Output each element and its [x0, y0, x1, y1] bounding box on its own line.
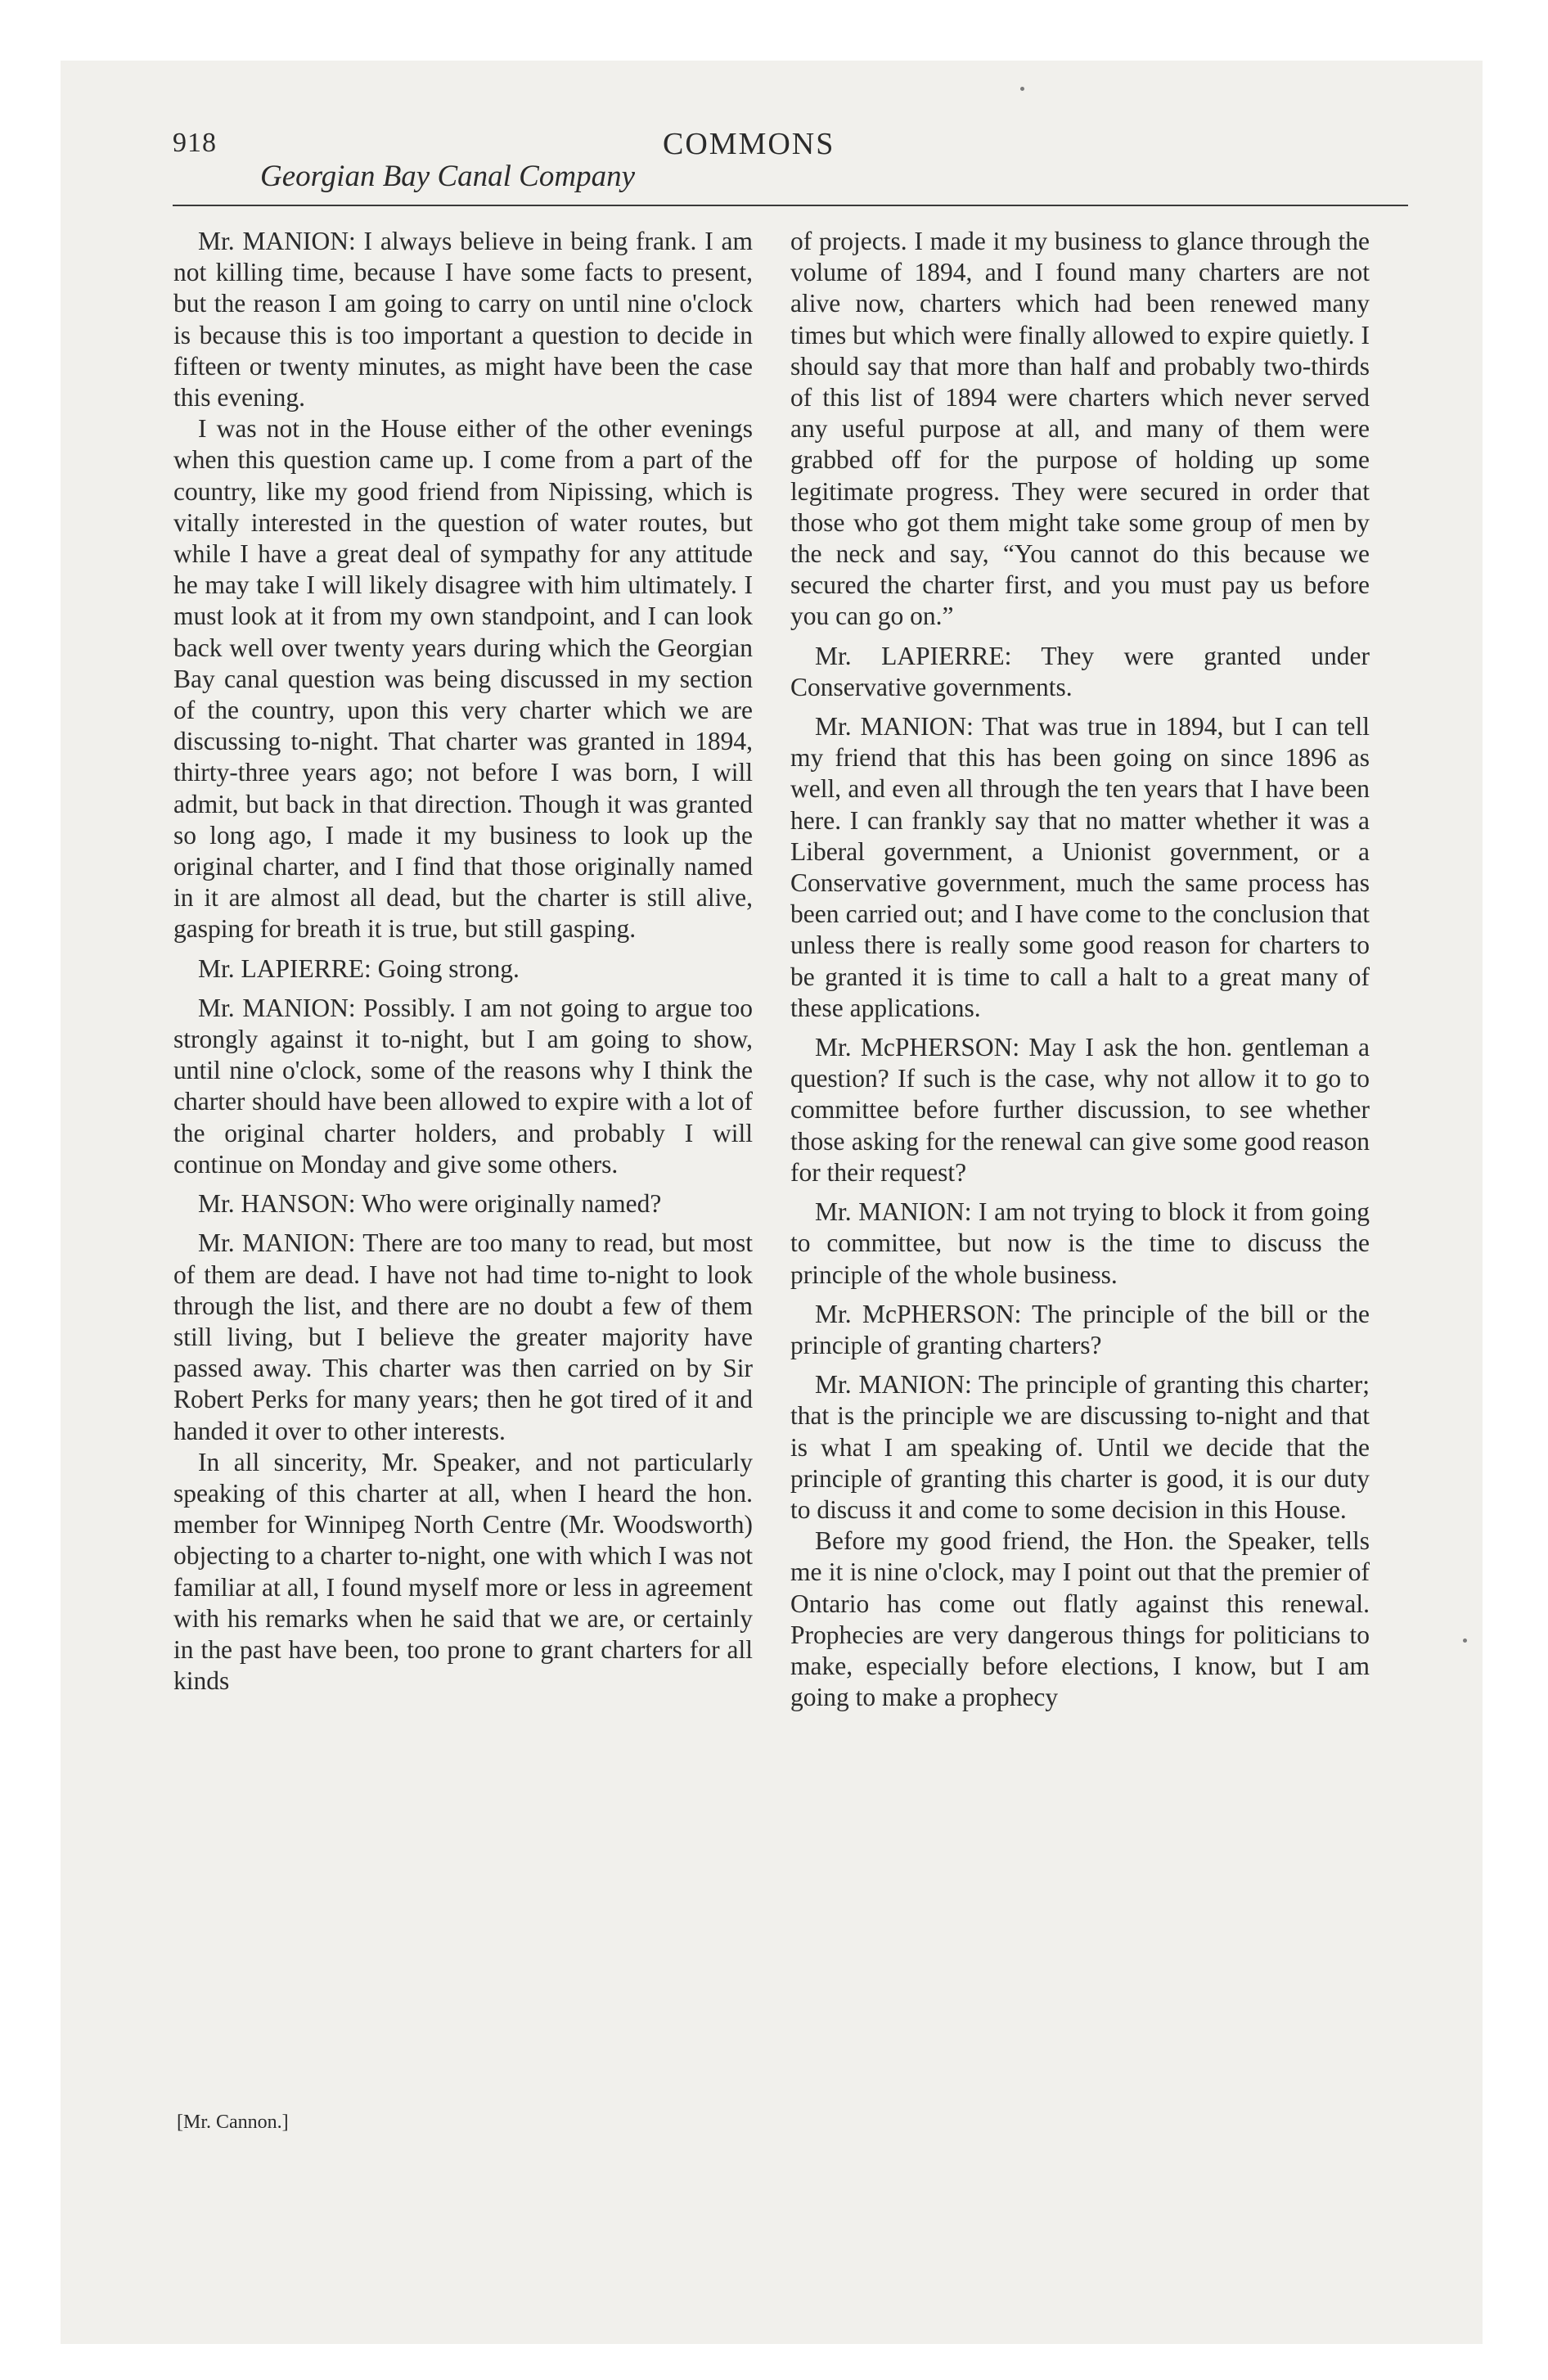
paragraph: Mr. LAPIERRE: Going strong.: [198, 953, 520, 983]
print-speck: [1020, 87, 1024, 91]
paragraph: Before my good friend, the Hon. the Speaker, tells me it is nine o'clock, may I point out that the premier of Ontario has come out flatly against this renewal. Prophecies are very dangerous things for politicians to make, especially before elections, I know, but I am going to make a prophecy: [790, 1526, 1370, 1712]
paragraph: Mr. MANION: There are too many to read, but most of them are dead. I have not had time to-night to look through the list, and there are no doubt a few of them still living, but I believe the greater majority have passed away. This charter was then carried on by Sir Robert Perks for many years; then he got tired of it and handed it over to other interests.: [173, 1228, 753, 1445]
right-column: [790, 226, 1370, 1721]
paragraph: Mr. MANION: I always believe in being frank. I am not killing time, because I have some facts to present, but the reason I am going to carry on until nine o'clock is because this is too important a question to decide in fifteen or twenty minutes, as might have been the case this evening.: [173, 227, 753, 412]
running-head: COMMONS: [663, 127, 835, 161]
paragraph: In all sincerity, Mr. Speaker, and not particularly speaking of this charter at all, when I heard the hon. member for Winnipeg North Centre (Mr. Woodsworth) objecting to a charter to-night, one with which I was not familiar at all, I found myself more or less in agreement with his remarks when he said that we are, or certainly in the past have been, too prone to grant charters for all kinds: [173, 1447, 753, 1696]
paragraph: I was not in the House either of the other evenings when this question came up. I come from a part of the country, like my good friend from Nipissing, which is vitally interested in the question of water routes, but while I have a great deal of sympathy for any attitude he may take I will likely disagree with him ultimately. I must look at it from my own standpoint, and I can look back well over twenty years during which the Georgian Bay canal question was being discussed in my section of the country, upon this very charter which we are discussing to-night. That charter was granted in 1894, thirty-three years ago; not before I was born, I will admit, but back in that direction. Though it was granted so long ago, I made it my business to look up the original charter, and I find that those originally named in it are almost all dead, but the charter is still alive, gasping for breath it is true, but still gasping.: [173, 414, 753, 944]
subject-title: Georgian Bay Canal Company: [260, 160, 636, 193]
paragraph: Mr. MANION: Possibly. I am not going to argue too strongly against it to-night, but I am going to show, until nine o'clock, some of the reasons why I think the charter should have been allowed to expire with a lot of the original charter holders, and probably I will continue on Monday and give some others.: [173, 993, 753, 1179]
paragraph: Mr. McPHERSON: May I ask the hon. gentleman a question? If such is the case, why not allow it to go to committee before further discussion, to see whether those asking for the renewal can give some good reason for their request?: [790, 1033, 1370, 1187]
footer-attribution: [Mr. Cannon.]: [177, 2112, 289, 2133]
paragraph: Mr. HANSON: Who were originally named?: [198, 1189, 662, 1219]
paragraph: Mr. McPHERSON: The principle of the bill or the principle of granting charters?: [790, 1299, 1370, 1359]
print-speck: [1463, 1639, 1467, 1643]
paragraph: of projects. I made it my business to glance through the volume of 1894, and I found many charters are not alive now, charters which had been renewed many times but which were finally allowed to expire quietly. I should say that more than half and probably two-thirds of this list of 1894 were charters which never served any useful purpose at all, and many of them were grabbed off for the purpose of holding up some legitimate progress. They were secured in order that those who got them might take some group of men by the neck and say, “You cannot do this because we secured the charter first, and you must pay us before you can go on.”: [790, 227, 1370, 631]
paragraph: Mr. MANION: That was true in 1894, but I can tell my friend that this has been going on since 1896 as well, and even all through the ten years that I have been here. I can frankly say that no matter whether it was a Liberal government, a Unionist government, or a Conservative government, much the same process has been carried out; and I have come to the conclusion that unless there is really some good reason for charters to be granted it is time to call a halt to a great many of these applications.: [790, 712, 1370, 1022]
page-number: 918: [173, 128, 217, 158]
paragraph: Mr. LAPIERRE: They were granted under Conservative governments.: [790, 641, 1370, 701]
paragraph: Mr. MANION: The principle of granting this charter; that is the principle we are discussing to-night and that is what I am speaking of. Until we decide that the principle of granting this charter is good, it is our duty to discuss it and come to some decision in this House.: [790, 1370, 1370, 1524]
left-column: [173, 226, 753, 1705]
header-rule: [173, 205, 1408, 206]
paragraph: Mr. MANION: I am not trying to block it from going to committee, but now is the time to discuss the principle of the whole business.: [790, 1197, 1370, 1289]
